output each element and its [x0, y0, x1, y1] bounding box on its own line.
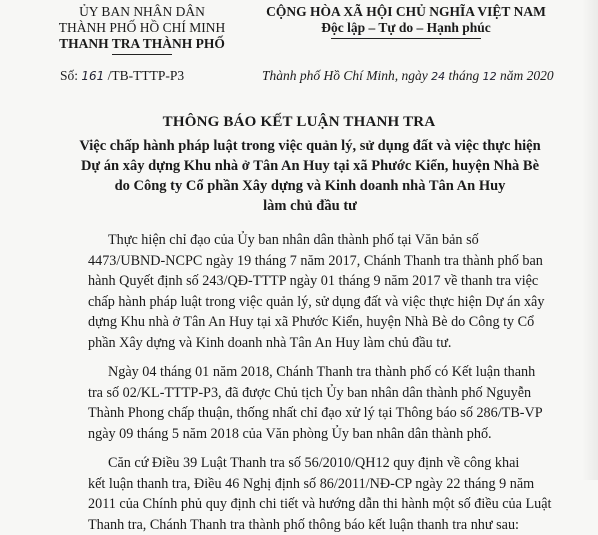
subtitle-line: làm chủ đầu tư [60, 196, 560, 216]
body-line: tra số 02/KL-TTTP-P3, đã được Chủ tịch Ủy ban nhân dân thành phố Nguyễn [88, 383, 572, 404]
motto-underline [331, 38, 481, 39]
body-line: ngày 09 tháng 5 năm 2018 của Văn phòng Ủy ban nhân dân thành phố. [88, 424, 572, 445]
body-line: 2011 của Chính phủ quy định chi tiết và hướng dẫn thi hành một số điều của Luật [88, 494, 572, 515]
country-name: CỘNG HÒA XÃ HỘI CHỦ NGHĨA VIỆT NAM [250, 4, 562, 20]
date-day: 24 [431, 70, 445, 83]
document-subtitle [60, 136, 560, 216]
subtitle-line: Dự án xây dựng Khu nhà ở Tân An Huy tại xã Phước Kiển, huyện Nhà Bè [60, 156, 560, 176]
document-date [262, 68, 554, 84]
national-motto-header [250, 4, 562, 39]
paragraph-1 [88, 230, 572, 353]
agency-underline [112, 54, 172, 55]
ref-prefix: Số: [60, 68, 81, 83]
body-line: phần Xây dựng và Kinh doanh nhà Tân An Huy làm chủ đầu tư. [88, 333, 572, 354]
agency-line-2: THÀNH PHỐ HỒ CHÍ MINH [38, 20, 246, 36]
paragraph-3 [88, 453, 572, 535]
date-month: 12 [483, 70, 497, 83]
document-title: THÔNG BÁO KẾT LUẬN THANH TRA [0, 114, 598, 131]
body-line: Thanh tra, Chánh Thanh tra thành phố thông báo kết luận thanh tra như sau: [88, 515, 572, 535]
date-month-label: tháng [445, 68, 483, 83]
body-line: Ngày 04 tháng 01 năm 2018, Chánh Thanh tra thành phố có Kết luận thanh [88, 362, 572, 383]
document-body [88, 230, 572, 535]
agency-line-1: ỦY BAN NHÂN DÂN [38, 4, 246, 20]
body-line: Thực hiện chỉ đạo của Ủy ban nhân dân thành phố tại Văn bản số [88, 230, 572, 251]
body-line: dựng Khu nhà ở Tân An Huy tại xã Phước Kiển, huyện Nhà Bè do Công ty Cổ [88, 312, 572, 333]
ref-suffix: /TB-TTTP-P3 [104, 68, 184, 83]
body-line: 4473/UBND-NCPC ngày 19 tháng 7 năm 2017, Chánh Thanh tra thành phố ban [88, 251, 572, 272]
body-line: hành Quyết định số 243/QĐ-TTTP ngày 01 tháng 9 năm 2017 về thanh tra việc [88, 271, 572, 292]
subtitle-line: Việc chấp hành pháp luật trong việc quản lý, sử dụng đất và việc thực hiện [60, 136, 560, 156]
subtitle-line: do Công ty Cổ phần Xây dựng và Kinh doanh nhà Tân An Huy [60, 176, 560, 196]
body-line: Căn cứ Điều 39 Luật Thanh tra số 56/2010/QH12 quy định về công khai [88, 453, 572, 474]
body-line: chấp hành pháp luật trong việc quản lý, sử dụng đất và việc thực hiện Dự án xây [88, 292, 572, 313]
motto: Độc lập – Tự do – Hạnh phúc [250, 20, 562, 36]
body-line: Thành Phong chấp thuận, thống nhất chỉ đạo xử lý tại Thông báo số 286/TB-VP [88, 403, 572, 424]
issuing-agency-header [38, 4, 246, 55]
document-number [60, 68, 184, 84]
page-edge-shadow [582, 0, 598, 480]
paragraph-2 [88, 362, 572, 444]
body-line: kết luận thanh tra, Điều 46 Nghị định số 86/2011/NĐ-CP ngày 22 tháng 9 năm [88, 474, 572, 495]
date-prefix: Thành phố Hồ Chí Minh, ngày [262, 68, 431, 83]
date-year-label: năm [497, 68, 527, 83]
agency-line-3: THANH TRA THÀNH PHỐ [38, 36, 246, 52]
date-year: 2020 [527, 68, 554, 83]
ref-handwritten-number: 161 [81, 69, 104, 83]
